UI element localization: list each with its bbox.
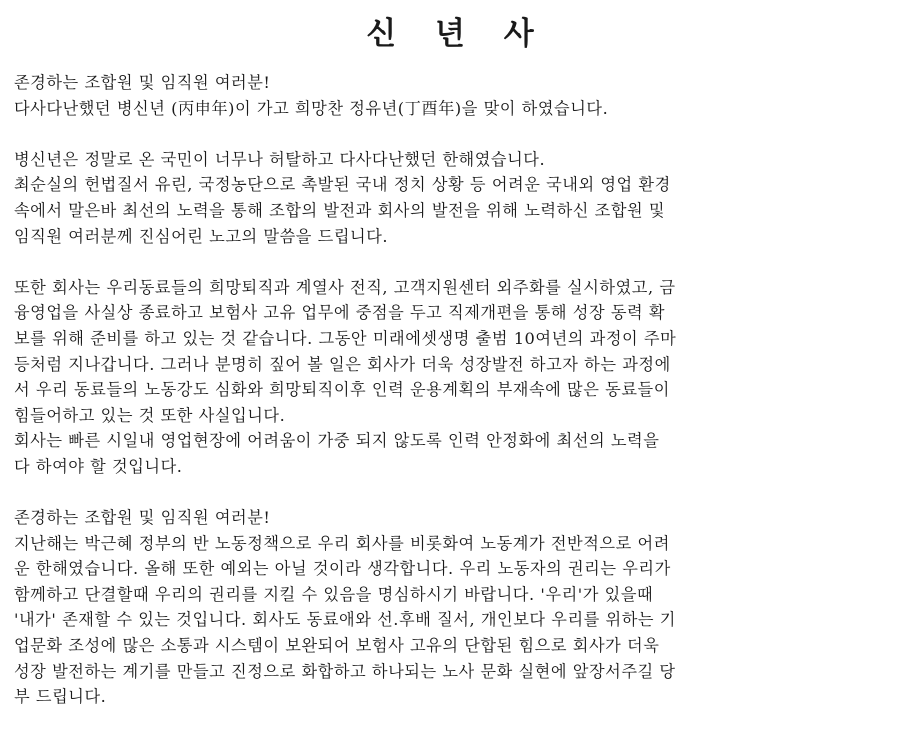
document-body — [14, 70, 886, 710]
paragraph-gap — [14, 249, 886, 275]
text-line: 존경하는 조합원 및 임직원 여러분! — [14, 73, 271, 92]
text-line: 회사는 빠른 시일내 영업현장에 어려움이 가중 되지 않도록 인력 안정화에 최선의 노력을 — [14, 431, 660, 451]
text-line: 지난해는 박근혜 정부의 반 노동정책으로 우리 회사를 비롯화여 노동계가 전반적으로 어려 — [14, 533, 670, 553]
text-line: 또한 회사는 우리동료들의 희망퇴직과 계열사 전직, 고객지원센터 외주화를 실시하였고, 금 — [14, 277, 676, 297]
paragraph — [14, 70, 886, 121]
text-line: 속에서 말은바 최선의 노력을 통해 조합의 발전과 회사의 발전을 위해 노력하신 조합원 및 — [14, 200, 666, 220]
paragraph — [14, 505, 886, 710]
page-title: 신 년 사 — [366, 16, 548, 52]
text-line: 다 하여야 할 것입니다. — [14, 456, 183, 476]
text-line: 보를 위해 준비를 하고 있는 것 같습니다. 그동안 미래에셋생명 출범 10여년의 과정이 주마 — [14, 328, 677, 348]
text-line: 임직원 여러분께 진심어린 노고의 말씀을 드립니다. — [14, 226, 389, 246]
text-line: 병신년은 정말로 온 국민이 너무나 허탈하고 다사다난했던 한해였습니다. — [14, 149, 546, 169]
paragraph-gap — [14, 121, 886, 147]
text-line: 성장 발전하는 계기를 만들고 진정으로 화합하고 하나되는 노사 문화 실현에 앞장서주길 당 — [14, 661, 676, 681]
text-line: 존경하는 조합원 및 임직원 여러분! — [14, 508, 271, 528]
text-line: 함께하고 단결할때 우리의 권리를 지킬 수 있음을 명심하시기 바랍니다. '우리'가 있을때 — [14, 584, 654, 604]
text-line: 융영업을 사실상 종료하고 보험사 고유 업무에 중점을 두고 직제개편을 통해 성장 동력 확 — [14, 303, 666, 323]
text-line: 최순실의 헌법질서 유린, 국정농단으로 촉발된 국내 정치 상황 등 어려운 국내외 영업 환경 — [14, 175, 671, 195]
paragraph — [14, 275, 886, 480]
text-line: 부 드립니다. — [14, 687, 107, 707]
paragraph — [14, 147, 886, 249]
text-line: 등처럼 지나갑니다. 그러나 분명히 짚어 볼 일은 회사가 더욱 성장발전 하고자 하는 과정에 — [14, 354, 671, 374]
text-line: 서 우리 동료들의 노동강도 심화와 희망퇴직이후 인력 운용계획의 부재속에 많은 동료들이 — [14, 380, 670, 400]
paragraph-gap — [14, 480, 886, 506]
text-line: 힘들어하고 있는 것 또한 사실입니다. — [14, 405, 286, 425]
text-line: 다사다난했던 병신년 (丙申年)이 가고 희망찬 정유년(丁酉年)을 맞이 하였습니다. — [14, 98, 609, 118]
text-line: 업문화 조성에 많은 소통과 시스템이 보완되어 보험사 고유의 단합된 힘으로 회사가 더욱 — [14, 636, 660, 656]
text-line: 운 한해였습니다. 올해 또한 예외는 아닐 것이라 생각합니다. 우리 노동자의 권리는 우리가 — [14, 559, 671, 579]
text-line: '내가' 존재할 수 있는 것입니다. 회사도 동료애와 선.후배 질서, 개인보다 우리를 위하는 기 — [14, 610, 676, 630]
